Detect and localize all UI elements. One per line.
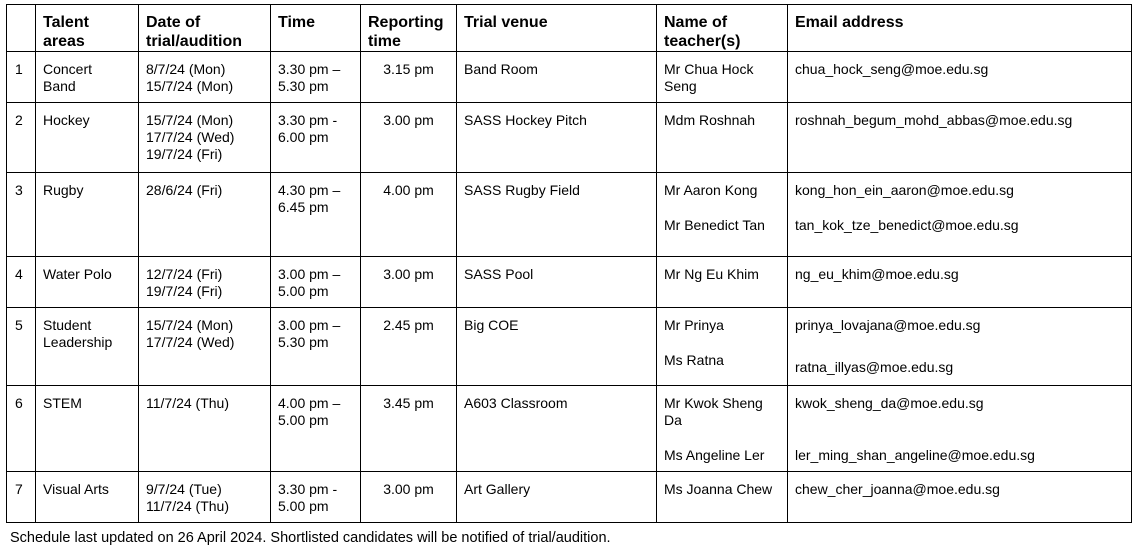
teacher-line: Ms Angeline Ler bbox=[664, 447, 765, 463]
teacher-line: Mr Kwok Sheng bbox=[664, 395, 763, 411]
time-line: 5.00 pm bbox=[278, 498, 329, 514]
reporting-time-cell: 3.00 pm bbox=[361, 472, 457, 523]
line-gap bbox=[795, 334, 1124, 359]
date-cell bbox=[139, 308, 271, 386]
date-line: 17/7/24 (Wed) bbox=[146, 129, 235, 145]
time-line: 3.30 pm – bbox=[278, 61, 341, 77]
venue-cell: Art Gallery bbox=[457, 472, 657, 523]
email-cell bbox=[788, 386, 1132, 472]
venue-cell: SASS Rugby Field bbox=[457, 173, 657, 257]
venue-cell: SASS Hockey Pitch bbox=[457, 103, 657, 173]
email-cell bbox=[788, 472, 1132, 523]
header-email: Email address bbox=[788, 5, 1132, 52]
date-line: 8/7/24 (Mon) bbox=[146, 61, 226, 77]
header-teachers bbox=[657, 5, 788, 52]
date-line: 12/7/24 (Fri) bbox=[146, 266, 223, 282]
time-line: 5.00 pm bbox=[278, 283, 329, 299]
teacher-cell bbox=[657, 103, 788, 173]
date-cell bbox=[139, 386, 271, 472]
date-cell bbox=[139, 173, 271, 257]
row-number: 5 bbox=[7, 308, 36, 386]
table-row bbox=[7, 308, 1132, 386]
date-cell bbox=[139, 52, 271, 103]
email-address: ratna_illyas@moe.edu.sg bbox=[795, 359, 954, 375]
teacher-cell bbox=[657, 257, 788, 308]
date-line: 9/7/24 (Tue) bbox=[146, 481, 222, 497]
teacher-line: Mdm Roshnah bbox=[664, 112, 756, 128]
line-gap bbox=[664, 334, 780, 352]
teacher-line: Mr Chua Hock bbox=[664, 61, 754, 77]
reporting-time-cell: 3.00 pm bbox=[361, 103, 457, 173]
teacher-cell bbox=[657, 52, 788, 103]
teacher-line: Da bbox=[664, 412, 682, 428]
venue-cell: Band Room bbox=[457, 52, 657, 103]
header-date bbox=[139, 5, 271, 52]
talent-area-cell bbox=[36, 386, 139, 472]
row-number: 1 bbox=[7, 52, 36, 103]
email-address: chew_cher_joanna@moe.edu.sg bbox=[795, 481, 1000, 497]
talent-area-cell bbox=[36, 308, 139, 386]
table-row bbox=[7, 103, 1132, 173]
talent-area-line: Visual Arts bbox=[43, 481, 109, 497]
time-line: 3.30 pm - bbox=[278, 112, 338, 128]
table-row bbox=[7, 472, 1132, 523]
teacher-cell bbox=[657, 308, 788, 386]
time-line: 3.00 pm – bbox=[278, 317, 341, 333]
venue-cell: SASS Pool bbox=[457, 257, 657, 308]
date-cell bbox=[139, 257, 271, 308]
reporting-time-cell: 4.00 pm bbox=[361, 173, 457, 257]
date-cell bbox=[139, 103, 271, 173]
line-gap bbox=[664, 429, 780, 447]
time-line: 5.30 pm bbox=[278, 78, 329, 94]
time-line: 6.00 pm bbox=[278, 129, 329, 145]
row-number: 3 bbox=[7, 173, 36, 257]
talent-area-cell bbox=[36, 257, 139, 308]
line-gap bbox=[795, 199, 1124, 217]
talent-area-line: STEM bbox=[43, 395, 82, 411]
header-teacher-line1: Name of bbox=[664, 14, 728, 31]
email-cell bbox=[788, 103, 1132, 173]
time-cell bbox=[271, 308, 361, 386]
talent-area-line: Hockey bbox=[43, 112, 90, 128]
email-cell bbox=[788, 257, 1132, 308]
date-line: 17/7/24 (Wed) bbox=[146, 334, 235, 350]
date-line: 19/7/24 (Fri) bbox=[146, 146, 223, 162]
header-reporting-line2: time bbox=[368, 33, 401, 50]
email-cell bbox=[788, 52, 1132, 103]
talent-area-line: Water Polo bbox=[43, 266, 112, 282]
date-line: 11/7/24 (Thu) bbox=[146, 498, 230, 514]
header-date-line1: Date of bbox=[146, 14, 201, 31]
email-address: ng_eu_khim@moe.edu.sg bbox=[795, 266, 959, 282]
date-cell bbox=[139, 472, 271, 523]
talent-area-line: Band bbox=[43, 78, 76, 94]
teacher-cell bbox=[657, 386, 788, 472]
schedule-footnote: Schedule last updated on 26 April 2024. Shortlisted candidates will be notified of trial/audition. bbox=[10, 530, 611, 546]
row-number: 2 bbox=[7, 103, 36, 173]
venue-cell: A603 Classroom bbox=[457, 386, 657, 472]
time-line: 6.45 pm bbox=[278, 199, 329, 215]
time-cell bbox=[271, 52, 361, 103]
row-number: 4 bbox=[7, 257, 36, 308]
header-talent-line1: Talent bbox=[43, 14, 89, 31]
header-teacher-line2: teacher(s) bbox=[664, 33, 741, 50]
teacher-line: Mr Prinya bbox=[664, 317, 724, 333]
row-number: 7 bbox=[7, 472, 36, 523]
header-number bbox=[7, 5, 36, 52]
time-line: 5.30 pm bbox=[278, 334, 329, 350]
reporting-time-cell: 3.45 pm bbox=[361, 386, 457, 472]
time-line: 3.00 pm – bbox=[278, 266, 341, 282]
reporting-time-cell: 3.15 pm bbox=[361, 52, 457, 103]
teacher-line: Ms Ratna bbox=[664, 352, 724, 368]
date-line: 15/7/24 (Mon) bbox=[146, 112, 234, 128]
teacher-cell bbox=[657, 173, 788, 257]
time-line: 3.30 pm - bbox=[278, 481, 338, 497]
email-address: tan_kok_tze_benedict@moe.edu.sg bbox=[795, 217, 1019, 233]
table-row bbox=[7, 257, 1132, 308]
email-cell bbox=[788, 173, 1132, 257]
header-reporting-line1: Reporting bbox=[368, 14, 444, 31]
email-cell bbox=[788, 308, 1132, 386]
teacher-line: Mr Benedict Tan bbox=[664, 217, 765, 233]
header-talent-line2: areas bbox=[43, 33, 85, 50]
time-cell bbox=[271, 472, 361, 523]
teacher-line: Mr Ng Eu Khim bbox=[664, 266, 759, 282]
date-line: 15/7/24 (Mon) bbox=[146, 317, 234, 333]
header-time: Time bbox=[271, 5, 361, 52]
trial-schedule-table bbox=[6, 4, 1132, 523]
talent-area-cell bbox=[36, 103, 139, 173]
reporting-time-cell: 3.00 pm bbox=[361, 257, 457, 308]
talent-area-line: Concert bbox=[43, 61, 93, 77]
reporting-time-cell: 2.45 pm bbox=[361, 308, 457, 386]
date-line: 15/7/24 (Mon) bbox=[146, 78, 234, 94]
date-line: 19/7/24 (Fri) bbox=[146, 283, 223, 299]
email-address: kong_hon_ein_aaron@moe.edu.sg bbox=[795, 182, 1014, 198]
time-line: 4.00 pm – bbox=[278, 395, 341, 411]
email-address: kwok_sheng_da@moe.edu.sg bbox=[795, 395, 984, 411]
time-line: 5.00 pm bbox=[278, 412, 329, 428]
talent-area-line: Leadership bbox=[43, 334, 113, 350]
date-line: 28/6/24 (Fri) bbox=[146, 182, 223, 198]
header-trial-venue: Trial venue bbox=[457, 5, 657, 52]
teacher-line: Seng bbox=[664, 78, 697, 94]
table-row bbox=[7, 386, 1132, 472]
time-cell bbox=[271, 386, 361, 472]
line-gap bbox=[664, 199, 780, 217]
time-cell bbox=[271, 257, 361, 308]
row-number: 6 bbox=[7, 386, 36, 472]
time-cell bbox=[271, 103, 361, 173]
table-header-row bbox=[7, 5, 1132, 52]
header-date-line2: trial/audition bbox=[146, 33, 242, 50]
table-row bbox=[7, 52, 1132, 103]
teacher-cell bbox=[657, 472, 788, 523]
email-address: roshnah_begum_mohd_abbas@moe.edu.sg bbox=[795, 112, 1073, 128]
email-address: prinya_lovajana@moe.edu.sg bbox=[795, 317, 981, 333]
teacher-line: Mr Aaron Kong bbox=[664, 182, 758, 198]
talent-area-line: Rugby bbox=[43, 182, 84, 198]
line-gap bbox=[795, 412, 1124, 447]
header-talent-areas bbox=[36, 5, 139, 52]
email-address: chua_hock_seng@moe.edu.sg bbox=[795, 61, 989, 77]
teacher-line: Ms Joanna Chew bbox=[664, 481, 773, 497]
header-reporting-time bbox=[361, 5, 457, 52]
email-address: ler_ming_shan_angeline@moe.edu.sg bbox=[795, 447, 1035, 463]
time-cell bbox=[271, 173, 361, 257]
venue-cell: Big COE bbox=[457, 308, 657, 386]
talent-area-cell bbox=[36, 173, 139, 257]
time-line: 4.30 pm – bbox=[278, 182, 341, 198]
date-line: 11/7/24 (Thu) bbox=[146, 395, 230, 411]
talent-area-line: Student bbox=[43, 317, 92, 333]
talent-area-cell bbox=[36, 52, 139, 103]
talent-area-cell bbox=[36, 472, 139, 523]
table-row bbox=[7, 173, 1132, 257]
